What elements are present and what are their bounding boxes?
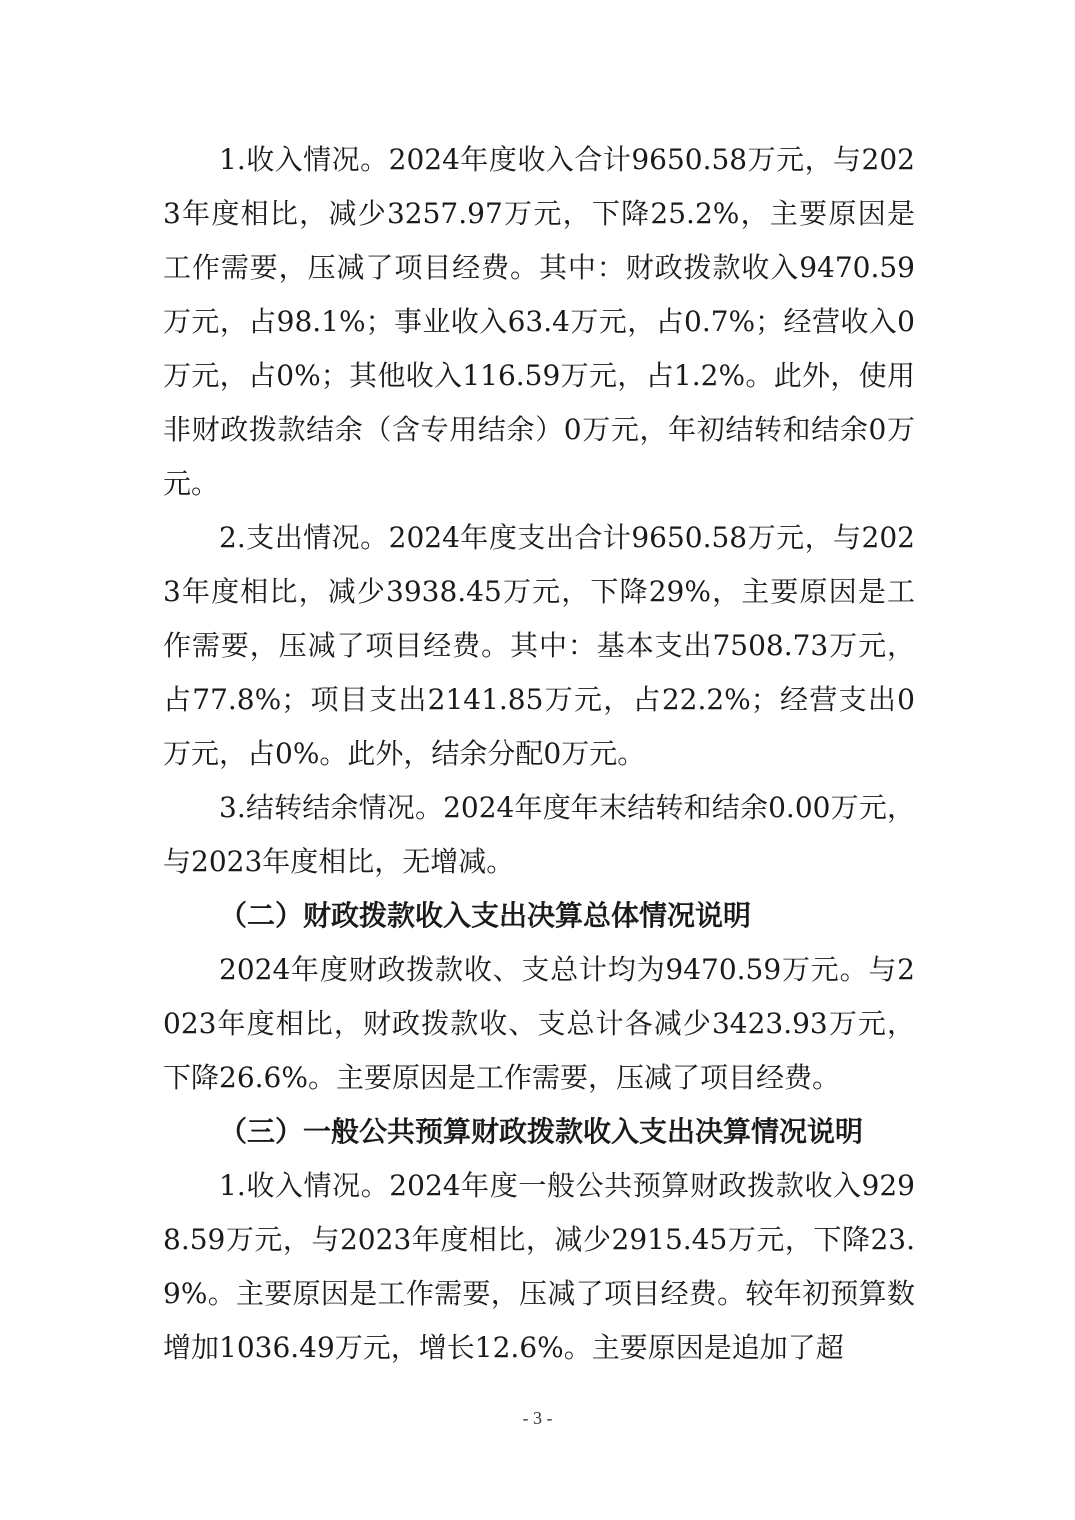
paragraph-general-budget-income: 1.收入情况。2024年度一般公共预算财政拨款收入9298.59万元，与2023年度相比，减少2915.45万元，下降23.9%。主要原因是工作需要，压减了项目经费。较年初预算数增加1036.49万元，增长12.6%。主要原因是追加了超 [163,1169,915,1364]
document-body [163,133,915,1375]
paragraph-expenditure: 2.支出情况。2024年度支出合计9650.58万元，与2023年度相比，减少3938.45万元，下降29%，主要原因是工作需要，压减了项目经费。其中：基本支出7508.73万元，占77.8%；项目支出2141.85万元，占22.2%；经营支出0万元，占0%。此外，结余分配0万元。 [163,521,915,770]
paragraph-income: 1.收入情况。2024年度收入合计9650.58万元，与2023年度相比，减少3257.97万元，下降25.2%，主要原因是工作需要，压减了项目经费。其中：财政拨款收入9470.59万元，占98.1%；事业收入63.4万元，占0.7%；经营收入0万元，占0%；其他收入116.59万元，占1.2%。此外，使用非财政拨款结余（含专用结余）0万元，年初结转和结余0万元。 [163,143,915,500]
section-heading-general-budget: （三）一般公共预算财政拨款收入支出决算情况说明 [219,1115,864,1148]
section-heading-fiscal-overview: （二）财政拨款收入支出决算总体情况说明 [219,899,752,932]
page-number: - 3 - [522,1408,553,1428]
paragraph-fiscal-overview: 2024年度财政拨款收、支总计均为9470.59万元。与2023年度相比，财政拨款收、支总计各减少3423.93万元，下降26.6%。主要原因是工作需要，压减了项目经费。 [163,953,915,1094]
paragraph-carryover: 3.结转结余情况。2024年度年末结转和结余0.00万元，与2023年度相比，无增减。 [163,791,915,878]
